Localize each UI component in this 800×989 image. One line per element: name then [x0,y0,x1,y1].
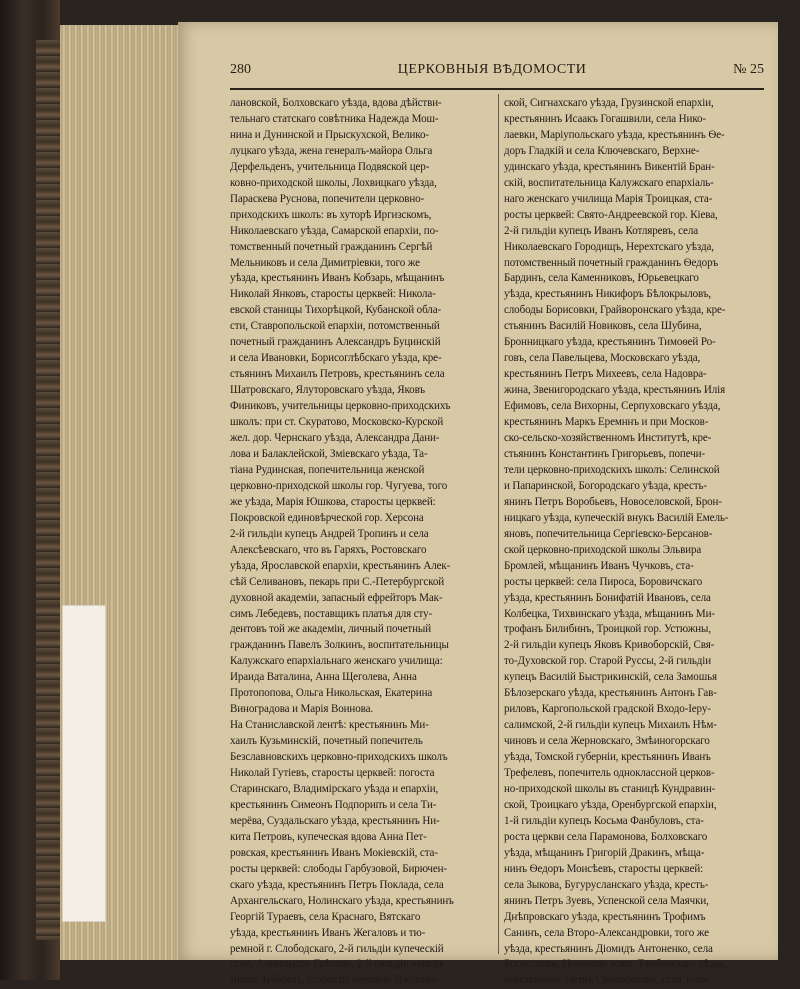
text-line: крестьянинъ Исаакъ Гогашвили, села Нико- [504,112,706,125]
text-line: Протопопова, Ольга Никольская, Екатерина [230,687,433,700]
text-line: 2-й гильдіи купецъ Яковъ Кривоборскій, Свя- [504,639,715,652]
text-line: уѣзда, Ярославской епархіи, крестьянинъ Алек- [230,559,451,572]
text-line: Колбецка, Тихвинскаго уѣзда, мѣщанинъ Ми- [504,607,715,620]
text-line: янинъ Петръ Воробьевъ, Новоселовской, Брон- [504,495,722,508]
text-line: Трефелевъ, попечитель одноклассной церков- [504,767,715,780]
text-line: трофанъ Билибинъ, Троицкой гор. Устюжны, [504,623,711,636]
text-line: доръ Гладкій и села Ключевскаго, Верхне- [504,144,700,157]
text-line: крестьянинъ Петръ Скомороховъ, села Тока- [504,974,709,987]
text-line: ской, Сигнахскаго уѣзда, Грузинской епархіи, [504,97,714,109]
text-line: салимской, 2-й гильдіи купецъ Михаилъ Нѣм- [504,719,717,732]
left-text-column [230,96,490,987]
text-line: ремной г. Слободскаго, 2-й гильдіи купеческій [230,942,444,955]
text-line: томственный почетный гражданинъ Сергѣй [230,240,433,253]
text-line: Николаевскаго уѣзда, Самарской епархіи, по- [230,224,439,237]
text-line: Николай Гутіевъ, старосты церквей: погоста [230,767,435,780]
text-line: Виноградова и Марія Воинова. [230,703,374,716]
text-line: Ираида Ваталина, Анна Щеголева, Анна [230,671,417,684]
text-line: слободы Борисовки, Грайворонскаго уѣзда, кре- [504,304,726,317]
text-line: чиновъ и села Жерновскаго, Змѣиногорскаго [504,735,710,748]
text-line: янинъ Петръ Зуевъ, Успенской села Маячки, [504,894,709,907]
text-line: Яковъ Зубаревъ, старосты церквей: Джугаан- [230,974,439,987]
text-line: уѣзда, мѣщанинъ Григорій Дракинъ, мѣща- [504,846,705,859]
text-line: уѣзда, крестьянинъ Діомидъ Антоненко, села [504,942,713,955]
text-line: купецъ Василій Быстрикинскій, села Замошья [504,671,717,684]
right-text-column [504,96,764,987]
text-line: скаго уѣзда, крестьянинъ Петръ Поклада, села [230,878,444,891]
text-line: ковно-приходской школы, Лохвицкаго уѣзда, [230,176,437,189]
text-line: Санинъ, села Второ-Александровки, того же [504,926,709,939]
text-line: тіана Рудинская, попечительница женской [230,463,425,476]
text-line: 2-й гильдіи купецъ Андрей Тропинъ и села [230,527,429,540]
text-line: стьянинъ Михаилъ Петровъ, крестьянинъ села [230,368,445,381]
text-line: Алексѣевскаго, что въ Гаряхъ, Ростовскаго [230,543,427,556]
text-line: Николаевскаго Городищъ, Нерехтскаго уѣзда, [504,240,714,253]
text-line: лаевки, Маріупольскаго уѣзда, крестьянинъ Ѳе- [504,128,725,141]
text-line: Георгій Тураевъ, села Краснаго, Вятскаго [230,910,421,923]
text-line: жина, Звенигородскаго уѣзда, крестьянинъ Илія [504,384,726,397]
text-line: ской, Троицкаго уѣзда, Оренбургской епархіи, [504,798,717,811]
text-line: луцкаго уѣзда, жена генералъ-майора Ольга [230,144,433,157]
text-line: потомственный почетный гражданинъ Ѳедоръ [504,256,719,269]
text-line: Мельниковъ и села Димитріевки, того же [230,256,420,269]
text-line: 1-й гильдіи купецъ Косьма Фанбуловъ, ста- [504,814,704,827]
text-line: стьянинъ Константинъ Григорьевъ, попечи- [504,447,705,460]
text-line: духовной академіи, запасный ефрейторъ Мак- [230,591,443,604]
text-line: то-Духовской гор. Старой Руссы, 2-й гильдіи [504,655,711,668]
text-line: Богословки, Новиково тожъ, Тамбовскаго уѣзда, [504,958,727,971]
text-line: Старинскаго, Владимірскаго уѣзда и епархіи, [230,782,439,795]
text-line: Покровской единовѣрческой гор. Херсона [230,511,424,524]
text-line: но-приходской школы въ станицѣ Кундравин- [504,782,716,795]
text-line: росты церквей: села Пироса, Боровичскаго [504,575,703,588]
text-line: ровская, крестьянинъ Иванъ Мокіевскій, ста- [230,846,438,859]
text-line: роста церкви села Парамонова, Болховскаго [504,830,708,843]
text-line: тели церковно-приходскихъ школъ: Селинской [504,463,720,476]
text-line: тельнаго статскаго совѣтника Надежда Мош- [230,112,439,125]
text-line: яновъ, попечительница Сергіевско-Берсанов- [504,527,713,540]
text-line: кита Петровъ, купеческая вдова Анна Пет- [230,830,427,843]
text-line: стьянинъ Василій Новиковъ, села Шубина, [504,320,702,333]
text-line: говъ, села Павельцева, Московскаго уѣзда, [504,352,701,365]
text-line: сти, Ставропольской епархіи, потомственный [230,320,440,333]
text-line: лова и Балаклейской, Зміевскаго уѣзда, Та- [230,447,428,460]
issue-number: № 25 [733,62,764,77]
text-line: Бромлей, мѣщанинъ Иванъ Чучковъ, ста- [504,559,694,572]
text-line: На Станиславской лентѣ: крестьянинъ Ми- [230,719,429,732]
text-line: крестьянинъ Маркъ Еремннъ и при Москов- [504,416,709,429]
text-line: Архангельскаго, Нолинскаго уѣзда, крестьянинъ [230,894,454,907]
text-line: уѣзда, крестьянинъ Иванъ Жегаловъ и тю- [230,926,426,939]
text-line: приходскихъ школъ: въ хуторѣ Иргизскомъ, [230,208,432,221]
text-line: сѣй Селивановъ, пекарь при С.-Петербургской [230,575,445,588]
text-line: Бѣлозерскаго уѣзда, крестьянинъ Антонъ Гав- [504,687,717,700]
journal-page [178,22,778,987]
text-line: уѣзда, крестьянинъ Бонифатій Ивановъ, села [504,591,711,604]
text-line: жел. дор. Чернскаго уѣзда, Александра Дани- [230,432,440,445]
text-line: же уѣзда, Марія Юшкова, старосты церквей: [230,495,436,508]
page-header [230,62,764,86]
text-line: нина и Дунинской и Прыскухской, Велико- [230,128,429,141]
text-line: Дерфельденъ, учительница Подвяской цер- [230,160,430,173]
text-line: Безславновскихъ церковно-приходскихъ школъ [230,751,448,764]
page-number: 280 [230,62,251,77]
text-line: лановской, Болховскаго уѣзда, вдова дѣйстви- [230,97,442,109]
text-line: Днѣпровскаго уѣзда, крестьянинъ Трофимъ [504,910,706,923]
text-line: Бардинъ, села Каменниковъ, Юрьевецкаго [504,272,699,285]
text-line: ницкаго уѣзда, купеческій внукъ Василій Емель- [504,511,729,524]
text-line: уѣзда, крестьянинъ Никифоръ Бѣлокрыловъ, [504,288,712,301]
text-line: Шатровскаго, Ялуторовскаго уѣзда, Яковъ [230,384,425,397]
text-line: уѣзда, Томской губерніи, крестьянинъ Иванъ [504,751,711,764]
text-line: наго женскаго училища Марія Троицкая, ста- [504,192,713,205]
text-line: села Зыкова, Бугурусланскаго уѣзда, кресть- [504,878,709,891]
text-line: мерёва, Суздальскаго уѣзда, крестьянинъ Ни- [230,814,440,827]
text-line: Ефимовъ, села Вихорны, Серпуховскаго уѣзда, [504,400,721,413]
text-line: удинскаго уѣзда, крестьянинъ Викентій Бран- [504,160,715,173]
text-line: скій, воспитательница Калужскаго епархіаль- [504,176,714,189]
text-line: риловъ, Каргопольской градской Входо-Іеру- [504,703,711,716]
text-line: росты церквей: слободы Гарбузовой, Бирючен- [230,862,447,875]
text-line: гражданинъ Павелъ Золкинъ, воспитательницы [230,639,449,652]
text-line: Бронницкаго уѣзда, крестьянинъ Тимоѳей Ро- [504,336,716,349]
text-line: хаилъ Кузьминскій, почетный попечитель [230,735,423,748]
text-line: уѣзда, крестьянинъ Иванъ Кобзарь, мѣщанинъ [230,272,445,285]
text-line: церковно-приходской школы гор. Чугуева, того [230,479,448,492]
text-line: симъ Лебедевъ, поставщикъ платья для сту- [230,607,433,620]
text-line: 2-й гильдіи купецъ Иванъ Котляревъ, села [504,224,699,237]
text-line: почетный гражданинъ Александръ Буцинскій [230,336,441,349]
text-line: ской церковно-приходской школы Эльвира [504,543,702,556]
text-line: дентовъ той же академіи, личный почетный [230,623,431,636]
text-line: Финиковъ, учительницы церковно-приходскихъ [230,400,451,413]
text-line: и села Ивановки, Борисоглѣбскаго уѣзда, кре- [230,352,442,365]
text-line: росты церквей: Свято-Андреевской гор. Кіева, [504,208,718,221]
text-line: и Папаринской, Богородскаго уѣзда, кресть- [504,479,707,492]
text-line: евской станицы Тихорѣцкой, Кубанской обла- [230,304,442,317]
text-line: крестьянинъ Симеонъ Подпорипъ и села Ти- [230,798,437,811]
binding-spine-texture [36,40,62,940]
text-line: Параскева Руснова, попечители церковно- [230,192,425,205]
text-line: школъ: при ст. Скуратово, Московско-Курской [230,416,444,429]
library-label [62,605,106,922]
column-divider [498,94,499,954]
header-rule [230,88,764,90]
text-line: крестьянинъ Петръ Михеевъ, села Надовра- [504,368,707,381]
text-line: нинъ Ѳедоръ Моисѣевъ, старосты церквей: [504,862,704,875]
text-line: ско-сельско-хозяйственномъ Институтѣ, кре- [504,432,712,445]
text-line: Николай Янковъ, старосты церквей: Никола- [230,288,436,301]
journal-title: ЦЕРКОВНЫЯ ВѢДОМОСТИ [397,62,587,77]
text-line: Калужскаго епархіальнаго женскаго училища: [230,655,443,668]
text-line: сынъ Александръ Грѣховъ, 2-й гильдіи купецъ [230,958,444,971]
